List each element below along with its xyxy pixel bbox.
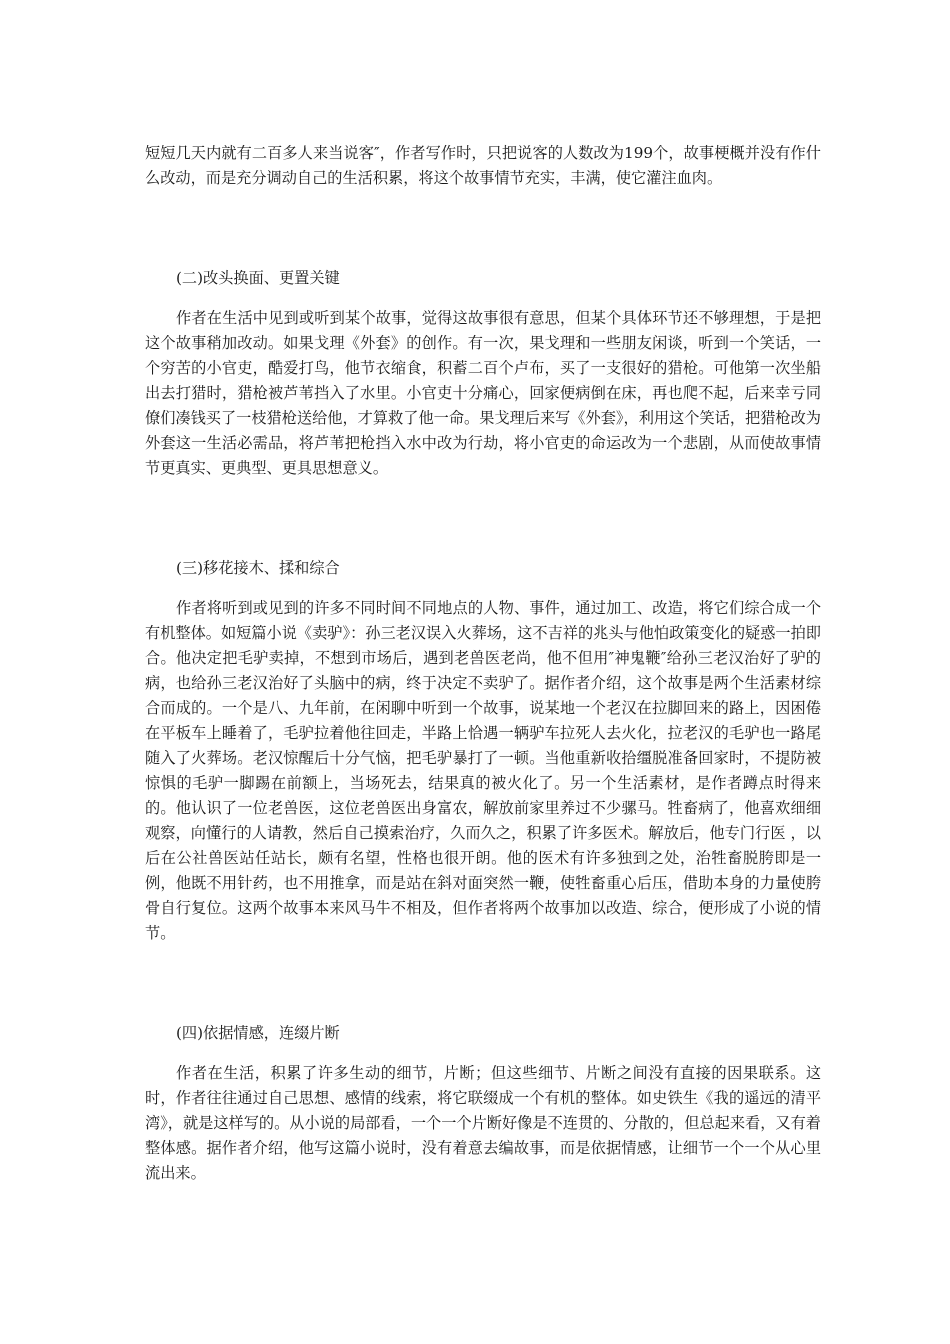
section-body-3: 作者将听到或见到的许多不同时间不同地点的人物、事件，通过加工、改造，将它们综合成一个有机整体。如短篇小说《卖驴》：孙三老汉误入火葬场，这不吉祥的兆头与他怕政策变化的疑惑一拍即合。他决定把毛驴卖掉，不想到市场后，遇到老兽医老尚，他不但用″神鬼鞭″给孙三老汉治好了驴的病，也给孙三老汉治好了头脑中的病，终于决定不卖驴了。据作者介绍，这个故事是两个生活素材综合而成的。一个是八、九年前，在闲聊中听到一个故事，说某地一个老汉在拉脚回来的路上，因困倦在平板车上睡着了，毛驴拉着他往回走，半路上恰遇一辆驴车拉死人去火化，拉老汉的毛驴也一路尾随入了火葬场。老汉惊醒后十分气恼，把毛驴暴打了一顿。当他重新收拾缰脱准备回家时，不提防被惊惧的毛驴一脚踢在前额上，当场死去，结果真的被火化了。另一个生活素材，是作者蹲点时得来的。他认识了一位老兽医，这位老兽医出身富农，解放前家里养过不少骡马。牲畜病了，他喜欢细细观察，向懂行的人请教，然后自己摸索治疗，久而久之，积累了许多医术。解放后，他专门行医 ，以后在公社兽医站任站长，颇有名望，性格也很开朗。他的医术有许多独到之处，治牲畜脱胯即是一例，他既不用针药，也不用推拿，而是站在斜对面突然一鞭，使牲畜重心后压，借助本身的力量使胯骨自行复位。这两个故事本来风马牛不相及，但作者将两个故事加以改造、综合，便形成了小说的情节。	[145, 599, 821, 942]
section-heading-3: (三)移花接木、揉和综合	[176, 559, 340, 577]
heading-spacer	[145, 581, 821, 596]
section-heading-4: (四)依据情感，连缀片断	[176, 1024, 340, 1042]
heading-spacer	[145, 291, 821, 306]
section-body-2: 作者在生活中见到或听到某个故事，觉得这故事很有意思，但某个具体环节还不够理想，于是把这个故事稍加改动。如果戈理《外套》的创作。有一次，果戈理和一些朋友闲谈，听到一个笑话，一个穷苦的小官吏，酷爱打鸟，他节衣缩食，积蓄二百个卢布，买了一支很好的猎枪。可他第一次坐船出去打猎时，猎枪被芦苇挡入了水里。小官吏十分痛心，回家便病倒在床，再也爬不起，后来幸亏同僚们凑钱买了一枝猎枪送给他，才算救了他一命。果戈理后来写《外套》，利用这个笑话，把猎枪改为外套这一生活必需品，将芦苇把枪挡入水中改为行劫，将小官吏的命运改为一个悲剧，从而使故事情节更真实、更典型、更具思想意义。	[145, 309, 821, 477]
document-body	[145, 141, 821, 1186]
section-spacer	[145, 481, 821, 556]
section-spacer	[145, 946, 821, 1021]
section-body-4: 作者在生活，积累了许多生动的细节，片断；但这些细节、片断之间没有直接的因果联系。这时，作者往往通过自己思想、感情的线索，将它联缀成一个有机的整体。如史铁生《我的遥远的清平湾》，就是这样写的。从小说的局部看，一个一个片断好像是不连贯的、分散的，但总起来看，又有着整体感。据作者介绍，他写这篇小说时，没有着意去编故事，而是依据情感，让细节一个一个从心里流出来。	[145, 1064, 821, 1182]
section-heading-2: (二)改头换面、更置关键	[176, 269, 340, 287]
heading-spacer	[145, 1046, 821, 1061]
section-spacer	[145, 191, 821, 266]
intro-paragraph: 短短几天内就有二百多人来当说客″，作者写作时，只把说客的人数改为199个，故事梗概并没有作什么改动，而是充分调动自己的生活积累，将这个故事情节充实，丰满，使它灌注血肉。	[145, 144, 821, 187]
